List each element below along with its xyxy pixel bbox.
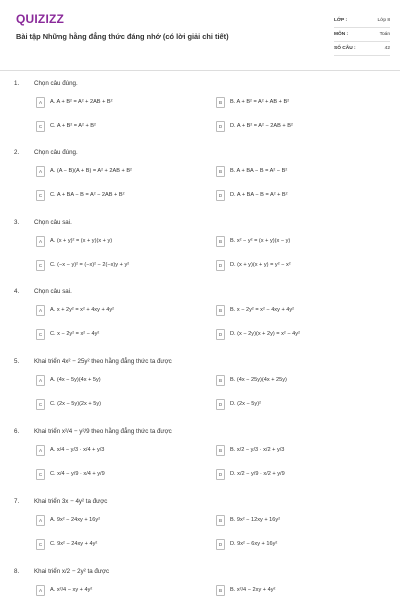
meta-row-count	[334, 42, 390, 56]
option-text: D. (x − 2y)(x + 2y) = x² − 4y²	[230, 331, 300, 337]
option-text: A. A + B² = A² + 2AB + B²	[50, 99, 113, 105]
option-text: B. x²/4 − 2xy + 4y²	[230, 587, 276, 593]
option-a[interactable]	[36, 444, 104, 456]
option-b[interactable]	[216, 514, 280, 526]
option-letter: B	[216, 445, 225, 456]
option-letter: B	[216, 236, 225, 247]
option-letter: A	[36, 97, 45, 108]
option-text: C. (2x − 5y)(2x + 5y)	[50, 401, 101, 407]
option-letter: A	[36, 375, 45, 386]
option-d[interactable]	[216, 328, 300, 340]
option-letter: B	[216, 166, 225, 177]
option-c[interactable]	[36, 189, 124, 201]
option-d[interactable]	[216, 538, 277, 550]
option-text: C. (−x − y)² = (−x)² − 2(−x)y + y²	[50, 262, 130, 268]
option-text: C. A + B² = A² + B²	[50, 123, 96, 129]
meta-value: Lớp 8	[377, 18, 390, 23]
option-letter: C	[36, 329, 45, 340]
meta-row-class	[334, 14, 390, 28]
option-text: B. A + BA − B = A² − B²	[230, 168, 288, 174]
option-text: B. x − 2y² = x² − 4xy + 4y²	[230, 307, 295, 313]
option-a[interactable]	[36, 584, 92, 596]
option-a[interactable]	[36, 304, 114, 316]
option-d[interactable]	[216, 398, 261, 410]
question-text: Chọn câu đúng.	[34, 80, 78, 87]
option-letter: D	[216, 539, 225, 550]
question-number: 1.	[14, 80, 20, 87]
question-text: Chọn câu sai.	[34, 288, 72, 295]
option-text: A. 9x² − 24xy + 16y²	[50, 517, 101, 523]
option-letter: B	[216, 305, 225, 316]
option-c[interactable]	[36, 120, 96, 132]
option-letter: D	[216, 190, 225, 201]
option-letter: B	[216, 585, 225, 596]
option-b[interactable]	[216, 444, 284, 456]
option-letter: D	[216, 121, 225, 132]
option-c[interactable]	[36, 328, 99, 340]
option-letter: B	[216, 97, 225, 108]
option-b[interactable]	[216, 374, 287, 386]
question-text: Khai triển 3x − 4y² ta được	[34, 498, 108, 505]
option-letter: D	[216, 469, 225, 480]
option-letter: C	[36, 469, 45, 480]
question-text: Khai triển x²/4 − y²/9 theo hằng đẳng thức ta được	[34, 428, 172, 435]
option-a[interactable]	[36, 96, 113, 108]
option-text: B. x² − y² = (x + y)(x − y)	[230, 238, 291, 244]
option-text: D. (2x − 5y)²	[230, 401, 261, 407]
option-letter: A	[36, 585, 45, 596]
option-text: A. x + 2y² = x² + 4xy + 4y²	[50, 307, 115, 313]
question-number: 6.	[14, 428, 20, 435]
option-text: C. x/4 − y/9 · x/4 + y/9	[50, 471, 105, 477]
option-letter: D	[216, 329, 225, 340]
option-c[interactable]	[36, 398, 101, 410]
option-letter: C	[36, 260, 45, 271]
option-b[interactable]	[216, 235, 290, 247]
question-text: Chọn câu sai.	[34, 219, 72, 226]
meta-key: SỐ CÂU :	[334, 46, 356, 51]
option-letter: A	[36, 515, 45, 526]
quizizz-logo: QUIZIZZ	[16, 12, 65, 26]
option-text: B. x/2 − y/3 · x/2 + y/3	[230, 447, 285, 453]
option-text: A. (4x − 5y)(4x + 5y)	[50, 377, 101, 383]
option-c[interactable]	[36, 259, 129, 271]
meta-key: LỚP :	[334, 18, 348, 23]
page-title: Bài tập Những hằng đẳng thức đáng nhớ (có lời giải chi tiết)	[16, 32, 229, 41]
option-b[interactable]	[216, 304, 294, 316]
question-number: 3.	[14, 219, 20, 226]
option-c[interactable]	[36, 538, 97, 550]
question-number: 2.	[14, 149, 20, 156]
option-a[interactable]	[36, 235, 112, 247]
option-letter: C	[36, 190, 45, 201]
meta-row-subject	[334, 28, 390, 42]
question-text: Chọn câu đúng.	[34, 149, 78, 156]
option-a[interactable]	[36, 514, 100, 526]
header	[0, 0, 400, 71]
option-text: B. (4x − 25y)(4x + 25y)	[230, 377, 287, 383]
option-text: D. A + BA − B = A² + B²	[230, 192, 288, 198]
option-letter: A	[36, 166, 45, 177]
option-b[interactable]	[216, 165, 287, 177]
meta-key: MÔN :	[334, 32, 349, 37]
option-letter: B	[216, 515, 225, 526]
option-letter: A	[36, 445, 45, 456]
question-number: 4.	[14, 288, 20, 295]
option-letter: C	[36, 539, 45, 550]
option-text: D. (x + y)(x + y) = y² − x²	[230, 262, 291, 268]
question-text: Khai triển x/2 − 2y² ta được	[34, 568, 110, 575]
option-letter: C	[36, 399, 45, 410]
option-text: D. x/2 − y/9 · x/2 + y/9	[230, 471, 285, 477]
option-text: B. A + B² = A² + AB + B²	[230, 99, 290, 105]
option-letter: B	[216, 375, 225, 386]
option-letter: A	[36, 236, 45, 247]
question-number: 8.	[14, 568, 20, 575]
meta-value: Toán	[379, 32, 390, 37]
option-text: D. 9x² − 6xy + 16y²	[230, 541, 278, 547]
option-d[interactable]	[216, 120, 293, 132]
meta-box	[334, 14, 390, 56]
meta-value: 42	[384, 46, 390, 51]
option-a[interactable]	[36, 165, 132, 177]
option-d[interactable]	[216, 468, 285, 480]
option-a[interactable]	[36, 374, 101, 386]
option-text: B. 9x² − 12xy + 16y²	[230, 517, 281, 523]
option-text: A. x²/4 − xy + 4y²	[50, 587, 93, 593]
question-number: 5.	[14, 358, 20, 365]
option-letter: D	[216, 260, 225, 271]
option-text: A. x/4 − y/3 · x/4 + y/3	[50, 447, 105, 453]
option-text: A. (x + y)² = (x + y)(x + y)	[50, 238, 113, 244]
option-b[interactable]	[216, 584, 275, 596]
option-letter: D	[216, 399, 225, 410]
option-letter: C	[36, 121, 45, 132]
option-d[interactable]	[216, 189, 288, 201]
question-text: Khai triển 4x² − 25y² theo hằng đẳng thức ta được	[34, 358, 172, 365]
question-number: 7.	[14, 498, 20, 505]
option-b[interactable]	[216, 96, 289, 108]
option-text: C. x − 2y² = x² − 4y²	[50, 331, 100, 337]
option-text: A. (A − B)(A + B) = A² + 2AB + B²	[50, 168, 132, 174]
option-c[interactable]	[36, 468, 105, 480]
option-text: D. A + B² = A² − 2AB + B²	[230, 123, 293, 129]
option-d[interactable]	[216, 259, 291, 271]
option-text: C. 9x² − 24xy + 4y²	[50, 541, 98, 547]
option-text: C. A + BA − B = A² − 2AB + B²	[50, 192, 125, 198]
option-letter: A	[36, 305, 45, 316]
